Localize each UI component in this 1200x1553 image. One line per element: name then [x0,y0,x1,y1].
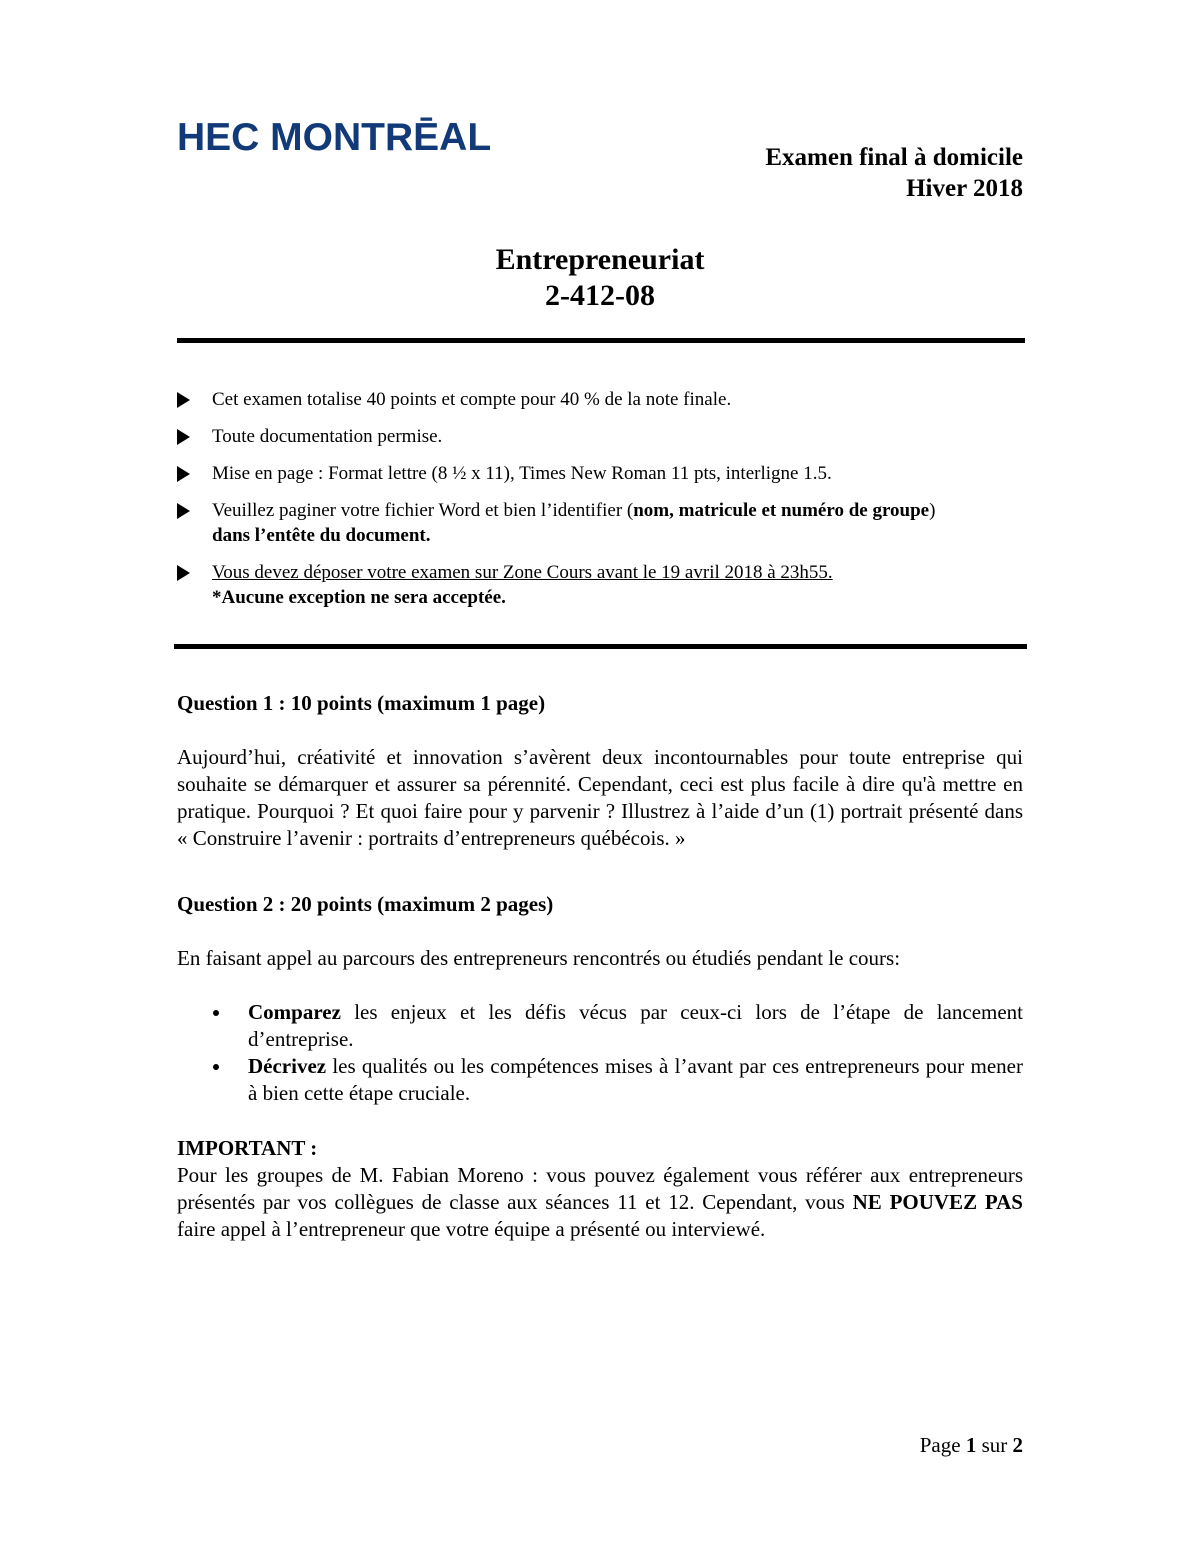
question-1-heading: Question 1 : 10 points (maximum 1 page) [177,691,546,715]
instructions-list [177,387,1025,622]
instruction-text: ) [929,500,936,521]
instruction-bold: nom, matricule et numéro de groupe [633,500,930,521]
no-exception-note: *Aucune exception ne sera acceptée. [212,587,506,608]
bullet-text: les qualités ou les compétences mises à l’avant par ces entrepreneurs pour mener à bien cette étape cruciale. [248,1054,1023,1105]
important-text [177,1162,1023,1243]
instruction-item [177,560,1025,610]
instruction-text: Toute documentation permise. [212,426,443,447]
instruction-text: Cet examen totalise 40 points et compte pour 40 % de la note finale. [212,389,732,410]
instruction-bold: dans l’entête du document. [212,525,431,546]
bullet-text: les enjeux et les défis vécus par ceux-ci lors de l’étape de lancement d’entreprise. [248,1000,1023,1051]
top-divider [177,338,1025,343]
arrow-bullet-icon [177,503,190,519]
important-text-part: Pour les groupes de M. Fabian Moreno : vous pouvez également vous référer aux entrepreneurs présentés par vos collègues de classe aux séances 11 et 12. Cependant, vous [177,1163,1023,1214]
instruction-item [177,424,1025,449]
exam-meta [765,142,1023,204]
arrow-bullet-icon [177,466,190,482]
question-1-body: Aujourd’hui, créativité et innovation s’avèrent deux incontournables pour toute entreprise qui souhaite se démarquer et assurer sa pérennité. Cependant, ceci est plus facile à dire qu'à mettre en pratique. Pourquoi ? Et quoi faire pour y parvenir ? Illustrez à l’aide d’un (1) portrait présenté dans « Construire l’avenir : portraits d’entrepreneurs québécois. » [177,745,1023,850]
bottom-divider [174,644,1027,649]
question-2-intro: En faisant appel au parcours des entrepreneurs rencontrés ou étudiés pendant le cours: [177,946,901,970]
arrow-bullet-icon [177,565,190,581]
question-1-section [177,690,1023,852]
page-prefix: Page [919,1433,966,1457]
course-code: 2-412-08 [545,279,655,312]
instruction-text: Mise en page : Format lettre (8 ½ x 11), Times New Roman 11 pts, interligne 1.5. [212,463,832,484]
question-2-section [177,891,1023,1107]
page-middle: sur [976,1433,1013,1457]
exam-term: Hiver 2018 [906,175,1023,202]
important-section [177,1135,1023,1243]
question-2-heading: Question 2 : 20 points (maximum 2 pages) [177,892,554,916]
bullet-verb: Décrivez [248,1054,327,1078]
important-emphasis: NE POUVEZ PAS [852,1190,1023,1214]
arrow-bullet-icon [177,392,190,408]
page-number [920,1432,1023,1459]
question-2-bullets [177,999,1023,1107]
instruction-item [177,498,1025,548]
instruction-item [177,387,1025,412]
course-title: Entrepreneuriat [495,243,705,276]
hec-montreal-logo: HEC MONTRĒAL [177,116,492,159]
arrow-bullet-icon [177,429,190,445]
course-heading [0,242,1200,314]
instruction-text: Veuillez paginer votre fichier Word et bien l’identifier ( [212,500,634,521]
bullet-dot-icon [213,1064,219,1070]
page-current: 1 [965,1433,977,1457]
instruction-item [177,461,1025,486]
question-2-bullet [177,1053,1023,1107]
question-2-bullet [177,999,1023,1053]
important-text-part: faire appel à l’entrepreneur que votre équipe a présenté ou interviewé. [177,1217,766,1241]
page-total: 2 [1012,1433,1023,1457]
important-label: IMPORTANT : [177,1136,318,1160]
deadline-text: Vous devez déposer votre examen sur Zone Cours avant le 19 avril 2018 à 23h55. [212,562,833,583]
bullet-verb: Comparez [248,1000,341,1024]
exam-type: Examen final à domicile [765,144,1023,171]
bullet-dot-icon [213,1010,219,1016]
